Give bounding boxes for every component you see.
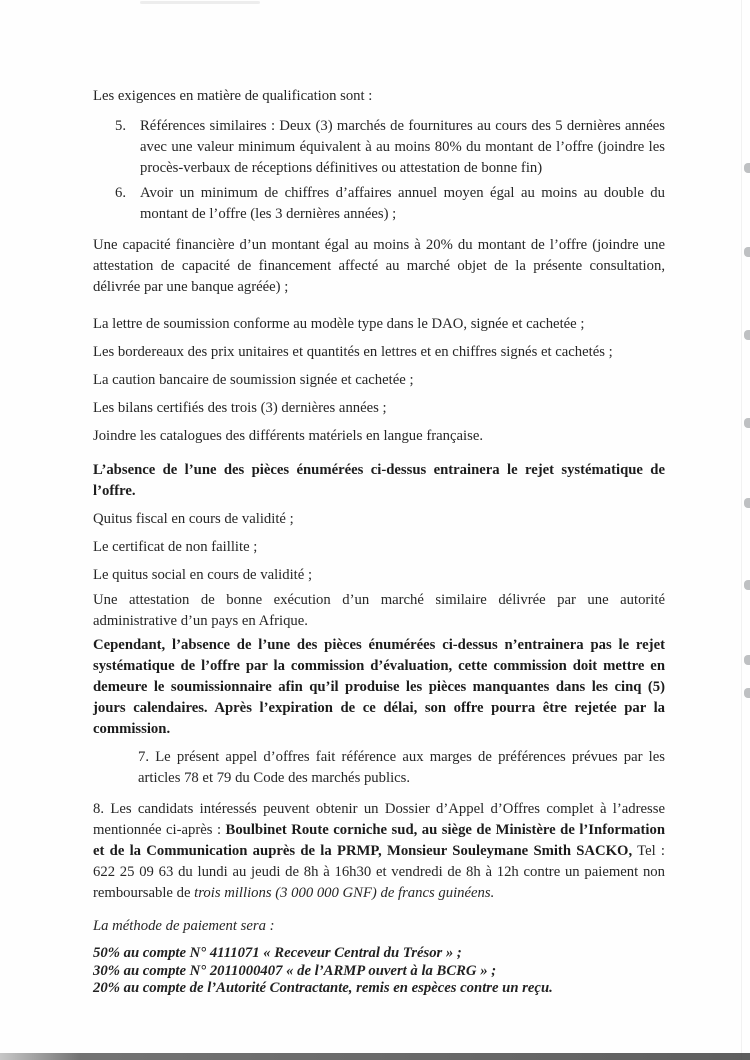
payment-intro: La méthode de paiement sera : (93, 918, 275, 934)
scan-edge-mark (744, 580, 750, 590)
payment-lines (93, 945, 665, 998)
list-item-number: 6. (115, 185, 127, 201)
scan-edge-mark (744, 163, 750, 173)
quitus-list-item: Le quitus social en cours de validité ; (93, 567, 313, 583)
scan-edge-mark (744, 330, 750, 340)
doc-list-item: Joindre les catalogues des différents matériels en langue française. (93, 428, 484, 444)
payment-line: 50% au compte N° 4111071 « Receveur Central du Trésor » ; (93, 945, 462, 961)
paragraph-absence-bold: L’absence de l’une des pièces énumérées ci-dessus entrainera le rejet systématique de l’offre. (93, 462, 665, 499)
para8-lead: 8. Les candidats intéressés peuvent obtenir un Dossier d’Appel d’Offres complet à l’adresse mentionnée ci-après : (93, 801, 665, 838)
list-item-text: Références similaires : Deux (3) marchés de fournitures au cours des 5 dernières années avec une valeur minimum équivalent à au moins 80% du montant de l’offre (joindre les procès-verbaux de réceptions définitives ou attestation de bonne fin) (140, 118, 665, 176)
quitus-list-item: Quitus fiscal en cours de validité ; (93, 511, 294, 527)
list-item-number: 5. (115, 118, 127, 134)
scan-edge-mark (744, 688, 750, 698)
intro-line: Les exigences en matière de qualification sont : (93, 88, 373, 104)
quitus-list-item: Le certificat de non faillite ; (93, 539, 258, 555)
scan-edge-mark (744, 498, 750, 508)
para8-address-bold: Boulbinet Route corniche sud, au siège de Ministère de l’Information et de la Communication auprès de la PRMP, Monsieur Souleymane Smith SACKO, (93, 822, 666, 859)
doc-list-item: Les bilans certifiés des trois (3) dernières années ; (93, 400, 387, 416)
scan-edge-mark (744, 247, 750, 257)
doc-list-item: Les bordereaux des prix unitaires et quantités en lettres et en chiffres signés et cachetés ; (93, 344, 613, 360)
paragraph-item-8 (93, 799, 665, 904)
scan-edge-mark (744, 655, 750, 665)
doc-list-item: La caution bancaire de soumission signée et cachetée ; (93, 372, 414, 388)
paragraph-capacite: Une capacité financière d’un montant égal au moins à 20% du montant de l’offre (joindre une attestation de capacité de financement affecté au marché objet de la présente consultation, délivrée par une banque agréée) ; (93, 237, 665, 295)
document-body (93, 86, 665, 998)
payment-line: 20% au compte de l’Autorité Contractante, remis en espèces contre un reçu. (93, 980, 553, 996)
para8-contact: Tel : 622 25 09 63 du lundi au jeudi de 8h à 16h30 et vendredi de 8h à 12h contre un paiement non remboursable de (93, 843, 665, 901)
paragraph-cependant-bold: Cependant, l’absence de l’une des pièces énumérées ci-dessus n’entrainera pas le rejet systématique de l’offre par la commission d’évaluation, cette commission doit mettre en demeure le soumissionnaire afin qu’il produise les pièces manquantes dans les cinq (5) jours calendaires. Après l’expiration de ce délai, son offre pourra être rejetée par la commission. (93, 637, 665, 737)
list-item-5 (93, 116, 665, 179)
scan-smudge (140, 1, 260, 4)
paragraph-attestation: Une attestation de bonne exécution d’un marché similaire délivrée par une autorité administrative d’un pays en Afrique. (93, 592, 665, 629)
scan-edge-line (741, 0, 742, 1060)
doc-list-item: La lettre de soumission conforme au modèle type dans le DAO, signée et cachetée ; (93, 316, 585, 332)
scan-bottom-bar (0, 1053, 750, 1060)
scan-edge-mark (744, 418, 750, 428)
paragraph-item-7: 7. Le présent appel d’offres fait référence aux marges de préférences prévues par les articles 78 et 79 du Code des marchés publics. (138, 749, 665, 786)
list-item-text: Avoir un minimum de chiffres d’affaires annuel moyen égal au moins au double du montant de l’offre (les 3 dernières années) ; (140, 185, 665, 222)
para8-amount-italic: trois millions (3 000 000 GNF) de francs guinéens. (194, 885, 495, 901)
payment-line: 30% au compte N° 2011000407 « de l’ARMP ouvert à la BCRG » ; (93, 962, 497, 979)
list-item-6 (93, 183, 665, 225)
